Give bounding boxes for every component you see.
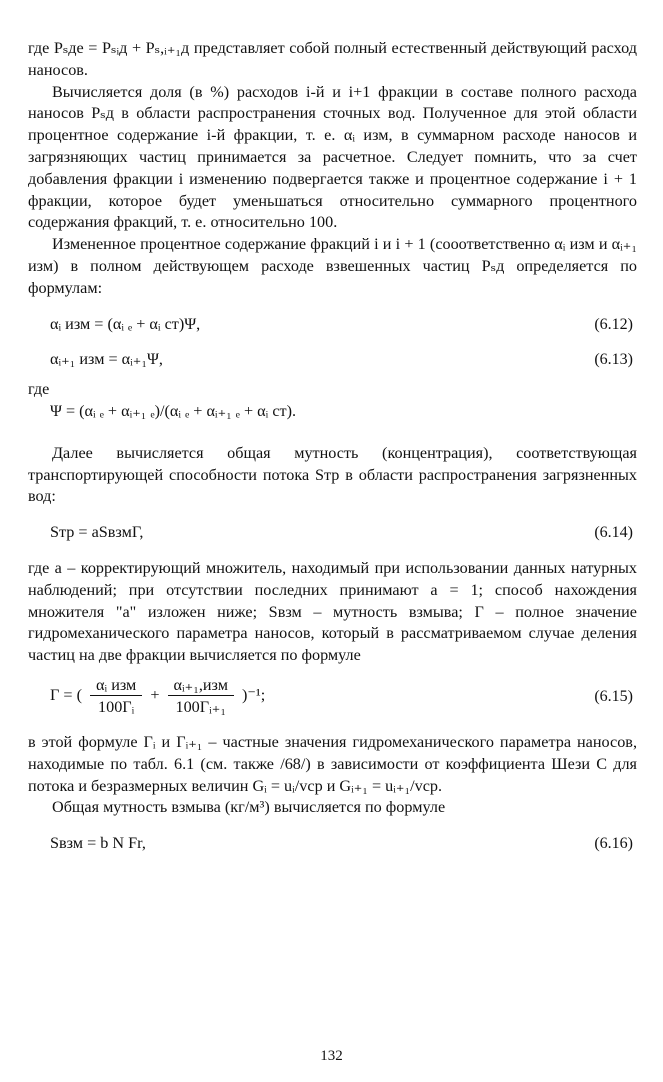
equation-6-14 — [28, 522, 637, 544]
fraction-1 — [90, 675, 142, 718]
equation-6-14-body: Sтр = aSвзмГ, — [50, 523, 144, 542]
equation-6-15-label: (6.15) — [594, 687, 633, 705]
equation-6-16 — [28, 833, 637, 855]
equation-psi-body: Ψ = (αᵢ ₑ + αᵢ₊₁ ₑ)/(αᵢ ₑ + αᵢ₊₁ ₑ + αᵢ ст). — [50, 401, 297, 420]
equation-6-12-label: (6.12) — [594, 315, 633, 333]
equation-6-15-plus: + — [150, 686, 160, 705]
equation-6-16-label: (6.16) — [594, 835, 633, 853]
equation-6-15 — [28, 675, 637, 718]
equation-6-15-body — [50, 675, 265, 718]
where-label: где — [28, 380, 50, 399]
equation-6-12-body: αᵢ изм = (αᵢ ₑ + αᵢ ст)Ψ, — [50, 314, 201, 333]
paragraph-turbidity: Далее вычисляется общая мутность (концентрация), соответствующая транспортирующей способности потока Sтр в области распространения загрязненных вод: — [28, 443, 637, 506]
fraction-1-denominator: 100Гᵢ — [98, 697, 135, 716]
paragraph-total-turbidity: Общая мутность взмыва (кг/м³) вычисляется по формуле — [52, 798, 446, 817]
fraction-2-denominator: 100Гᵢ₊₁ — [175, 697, 226, 716]
fraction-1-numerator: αᵢ изм — [90, 675, 142, 696]
paragraph-modified-content: Измененное процентное содержание фракций i и i + 1 (сооответственно αᵢ изм и αᵢ₊₁ изм) в полном действующем расходе взвешенных частиц Pₛд определяется по формулам: — [28, 235, 637, 297]
page-number: 132 — [320, 1048, 343, 1064]
equation-6-13-label: (6.13) — [594, 351, 633, 369]
equation-6-14-label: (6.14) — [594, 524, 633, 542]
equation-6-15-tail: )⁻¹; — [242, 686, 266, 705]
paragraph-fraction-share: Вычисляется доля (в %) расходов i-й и i+1 фракции в составе полного расхода наносов Pₛд в области распространения сточных вод. Полученное для этой области процентное содержание i-й фракции, т. е. αᵢ изм, в суммарном расходе наносов и загрязняющих частиц принимается за расчетное. Следует помнить, что за счет добавления фракции i изменению подвергается также и процентное содержание i + 1 фракции, которое будет уменьшаться относительно суммарного процентного содержания фракций, т. е. относительно 100. — [28, 82, 637, 232]
fraction-2-numerator: αᵢ₊₁,изм — [168, 675, 234, 696]
paragraph-partial-values: в этой формуле Гᵢ и Гᵢ₊₁ – частные значения гидромеханического параметра наносов, находимые по табл. 6.1 (см. также /68/) в зависимости от коэффициента Шези C для потока и безразмерных величин Gᵢ = uᵢ/vср и Gᵢ₊₁ = uᵢ₊₁/vср. — [28, 732, 637, 795]
equation-6-13-body: αᵢ₊₁ изм = αᵢ₊₁Ψ, — [50, 350, 163, 369]
equation-6-13 — [28, 349, 637, 371]
fraction-2 — [168, 675, 234, 718]
equation-psi — [28, 401, 637, 423]
equation-6-16-body: Sвзм = b N Fr, — [50, 834, 146, 853]
paragraph-intro: где Pₛде = Pₛᵢд + Pₛ,ᵢ₊₁д представляет собой полный естественный действующий расход наносов. — [28, 39, 637, 79]
equation-6-12 — [28, 314, 637, 336]
equation-6-15-lead: Г = ( — [50, 686, 82, 705]
paragraph-correction-factor: где a – корректирующий множитель, находимый при использовании данных натурных наблюдений; при отсутствии последних принимают a = 1; способ нахождения множителя "a" изложен ниже; Sвзм – мутность взмыва; Г – полное значение гидромеханического параметра наносов, который в рассматриваемом случае деления частиц на две фракции вычисляется по формуле — [28, 558, 637, 665]
